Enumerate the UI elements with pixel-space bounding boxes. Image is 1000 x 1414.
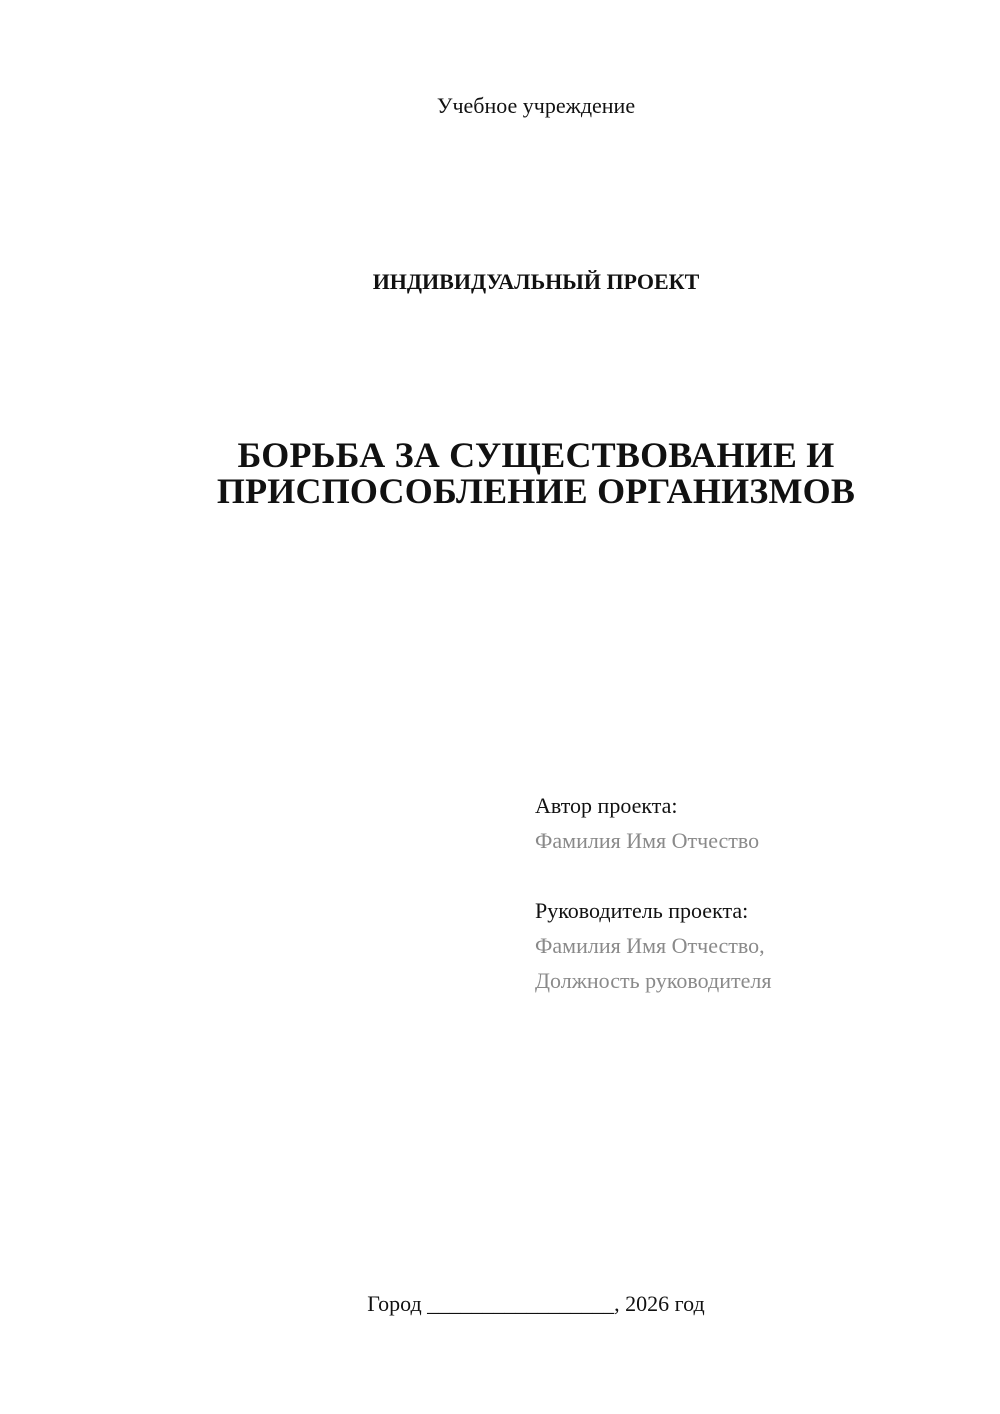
project-credits [535, 788, 975, 998]
project-title-line-2: ПРИСПОСОБЛЕНИЕ ОРГАНИЗМОВ [216, 471, 856, 511]
supervisor-position: Должность руководителя [535, 968, 772, 993]
institution-name: Учебное учреждение [436, 93, 636, 118]
supervisor-label: Руководитель проекта: [535, 898, 749, 923]
supervisor-name: Фамилия Имя Отчество, [535, 933, 765, 958]
project-title-line-1: БОРЬБА ЗА СУЩЕСТВОВАНИЕ И [237, 435, 835, 475]
project-type-heading: ИНДИВИДУАЛЬНЫЙ ПРОЕКТ [372, 269, 700, 294]
city-year-footer: Город _________________, 2026 год [367, 1291, 705, 1316]
spacer [535, 858, 975, 893]
project-title [0, 437, 1000, 509]
author-label: Автор проекта: [535, 793, 678, 818]
author-name: Фамилия Имя Отчество [535, 828, 760, 853]
